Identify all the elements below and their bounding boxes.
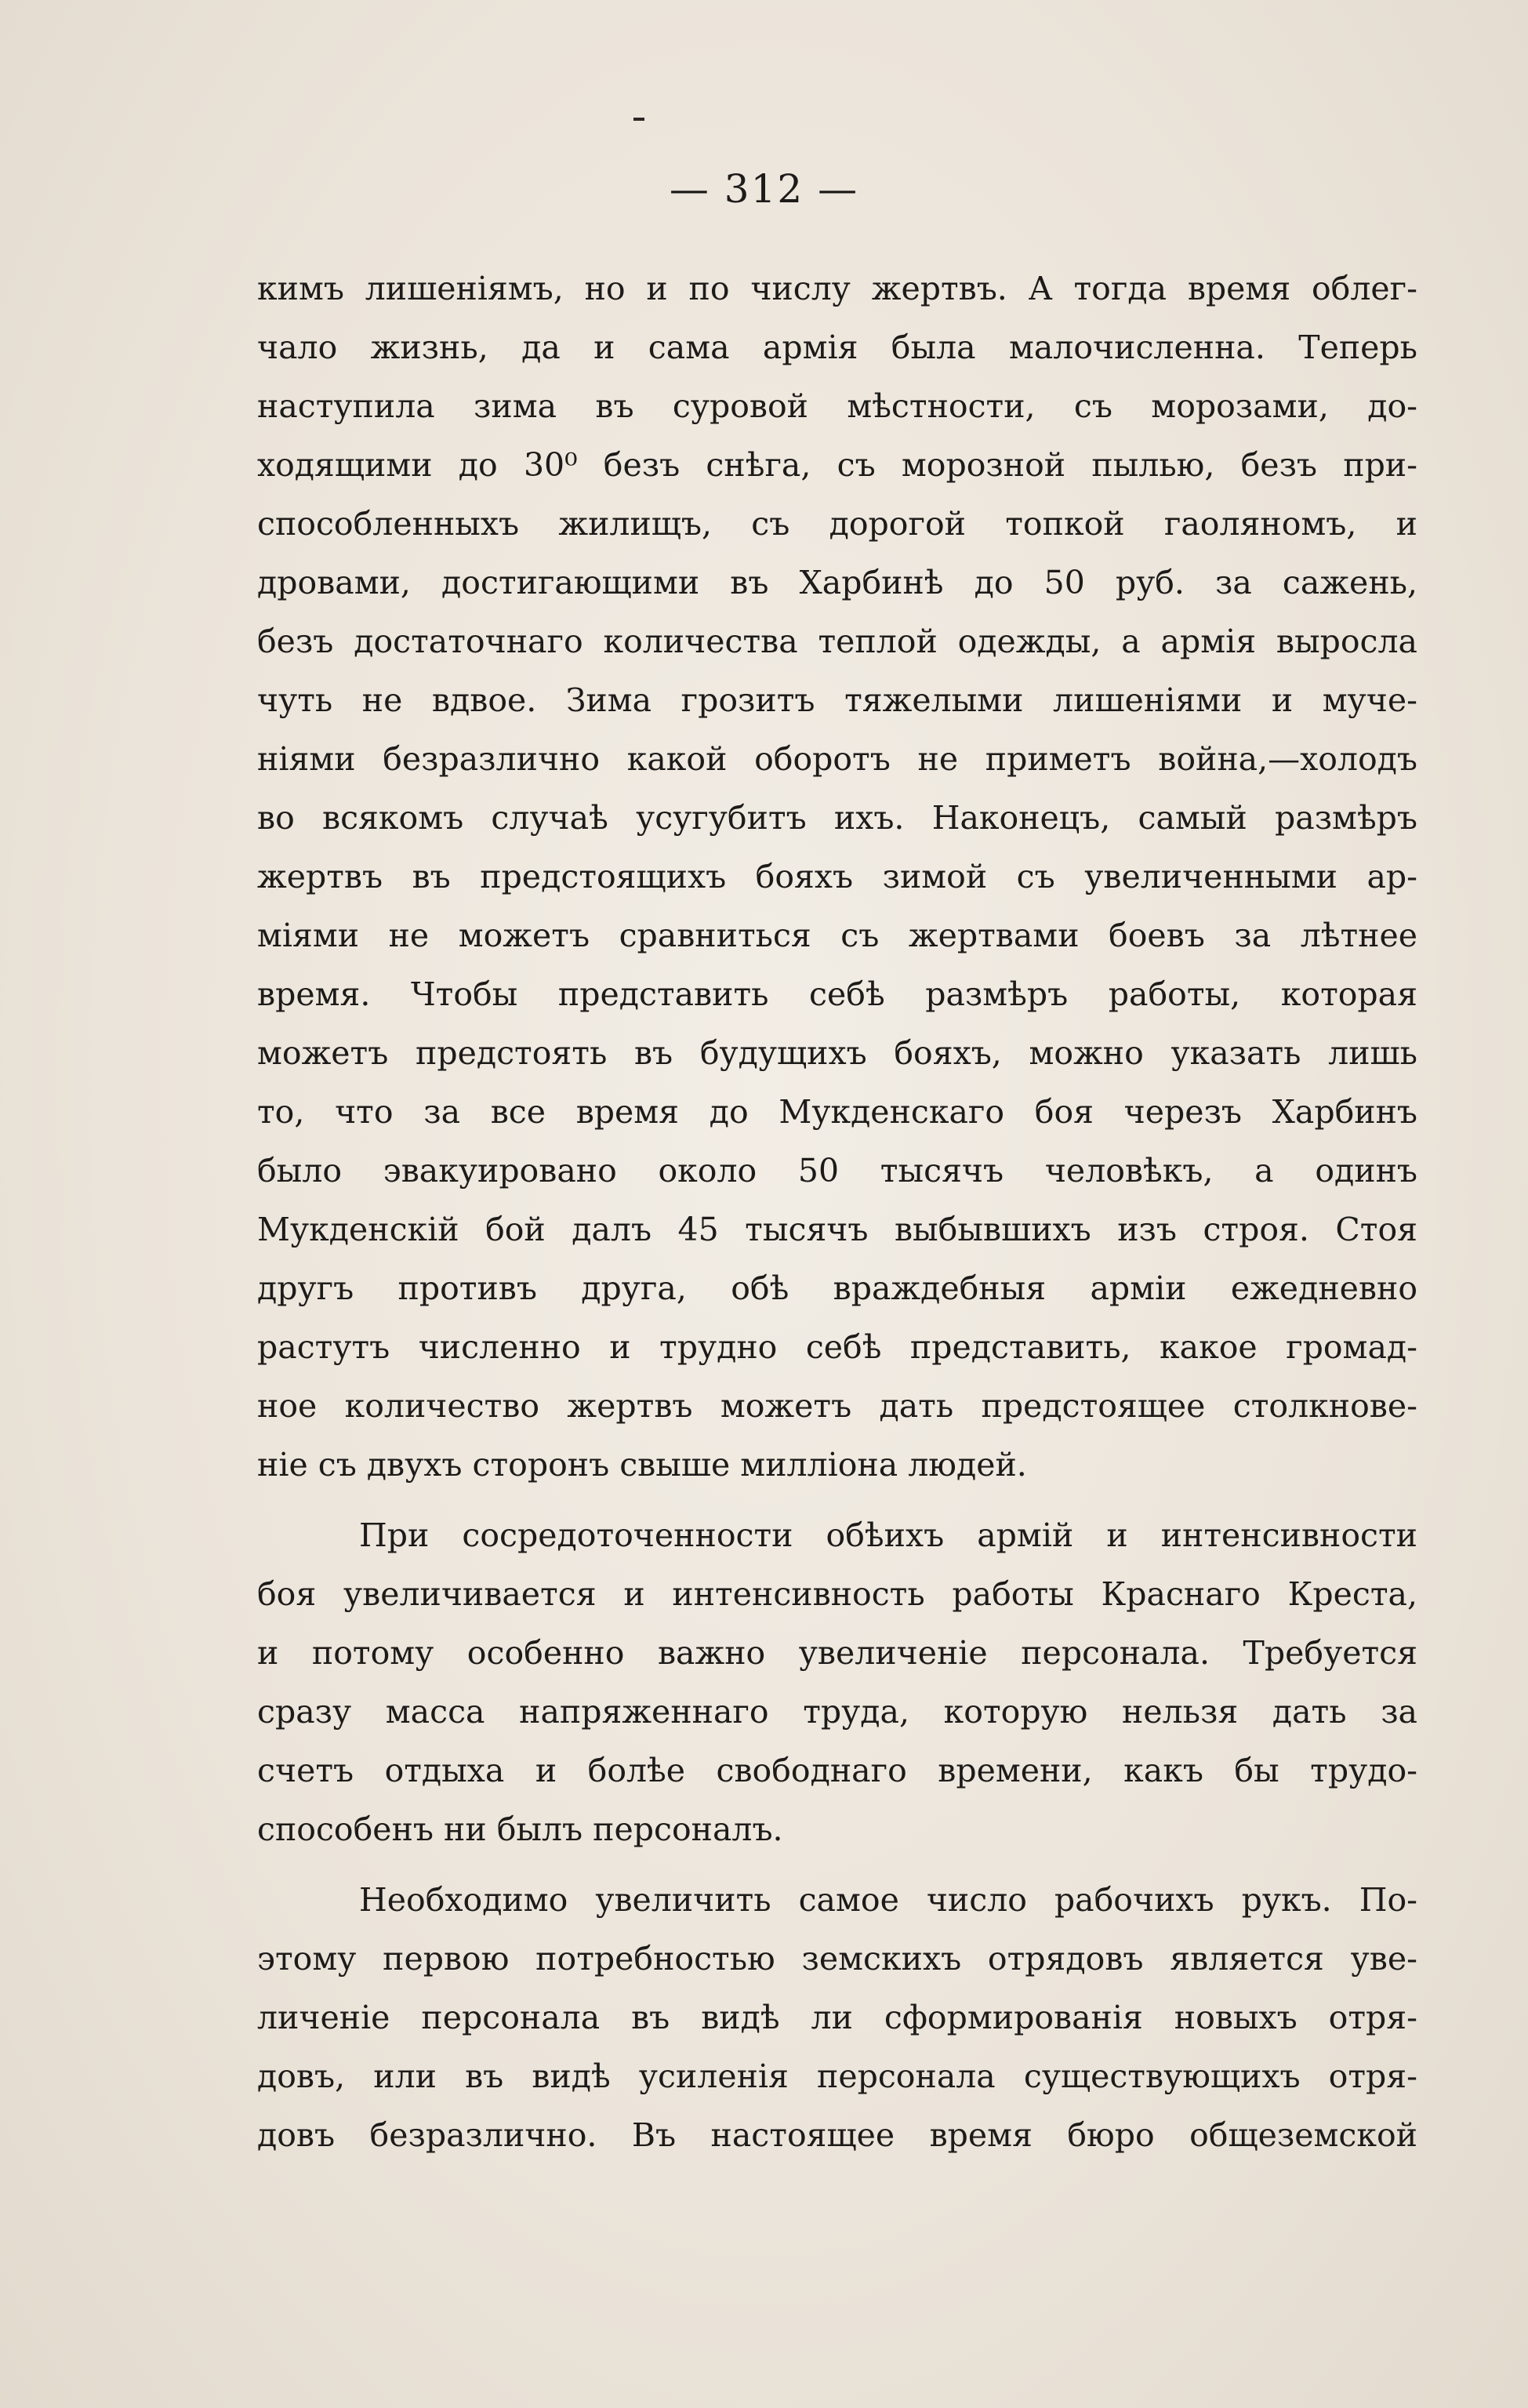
text-line: во всякомъ случаѣ усугубитъ ихъ. Наконецъ, самый размѣръ (257, 799, 1417, 837)
page-number: — 312 — (669, 166, 859, 212)
text-line: кимъ лишеніямъ, но и по числу жертвъ. А тогда время облег- (257, 270, 1417, 307)
text-line: ное количество жертвъ можетъ дать предстоящее столкнове- (257, 1387, 1417, 1425)
text-line: то, что за все время до Мукденскаго боя черезъ Харбинъ (257, 1093, 1417, 1131)
paragraph-start: Необходимо увеличить самое число рабочихъ рукъ. По- (359, 1881, 1417, 1919)
text-line: растутъ численно и трудно себѣ представить, какое громад- (257, 1328, 1417, 1366)
text-line: довъ безразлично. Въ настоящее время бюро общеземской (257, 2116, 1417, 2154)
text-line: личеніе персонала въ видѣ ли сформированія новыхъ отря- (257, 1999, 1417, 2036)
text-line: ніе съ двухъ сторонъ свыше милліона людей. (257, 1446, 1027, 1484)
text-line: счетъ отдыха и болѣе свободнаго времени, какъ бы трудо- (257, 1752, 1417, 1789)
text-line: этому первою потребностью земскихъ отрядовъ является уве- (257, 1940, 1417, 1978)
text-line: боя увеличивается и интенсивность работы Краснаго Креста, (257, 1575, 1417, 1613)
text-line: наступила зима въ суровой мѣстности, съ морозами, до- (257, 387, 1417, 425)
stray-mark (633, 118, 644, 121)
text-line: было эвакуировано около 50 тысячъ человѣкъ, а одинъ (257, 1152, 1417, 1189)
text-line: ходящими до 30⁰ безъ снѣга, съ морозной пылью, безъ при- (257, 446, 1417, 484)
text-line: Мукденскій бой далъ 45 тысячъ выбывшихъ изъ строя. Стоя (257, 1211, 1417, 1248)
text-line: безъ достаточнаго количества теплой одежды, а армія выросла (257, 623, 1417, 660)
text-line: довъ, или въ видѣ усиленія персонала существующихъ отря- (257, 2058, 1417, 2095)
text-line: можетъ предстоять въ будущихъ бояхъ, можно указать лишь (257, 1034, 1417, 1072)
text-line: жертвъ въ предстоящихъ бояхъ зимой съ увеличенными ар- (257, 858, 1417, 895)
text-line: дровами, достигающими въ Харбинѣ до 50 руб. за сажень, (257, 564, 1417, 601)
text-line: ніями безразлично какой оборотъ не приметъ война,—холодъ (257, 740, 1417, 778)
text-line: способенъ ни былъ персоналъ. (257, 1811, 783, 1848)
text-line: и потому особенно важно увеличеніе персонала. Требуется (257, 1634, 1417, 1672)
text-line: чуть не вдвое. Зима грозитъ тяжелыми лишеніями и муче- (257, 681, 1417, 719)
text-line: способленныхъ жилищъ, съ дорогой топкой гаоляномъ, и (257, 505, 1417, 543)
paragraph-start: При сосредоточенности обѣихъ армій и интенсивности (359, 1516, 1417, 1554)
text-line: сразу масса напряженнаго труда, которую нельзя дать за (257, 1693, 1417, 1731)
text-line: чало жизнь, да и сама армія была малочисленна. Теперь (257, 329, 1417, 366)
text-line: время. Чтобы представить себѣ размѣръ работы, которая (257, 975, 1417, 1013)
text-line: міями не можетъ сравниться съ жертвами боевъ за лѣтнее (257, 917, 1417, 954)
text-line: другъ противъ друга, обѣ враждебныя арміи ежедневно (257, 1269, 1417, 1307)
